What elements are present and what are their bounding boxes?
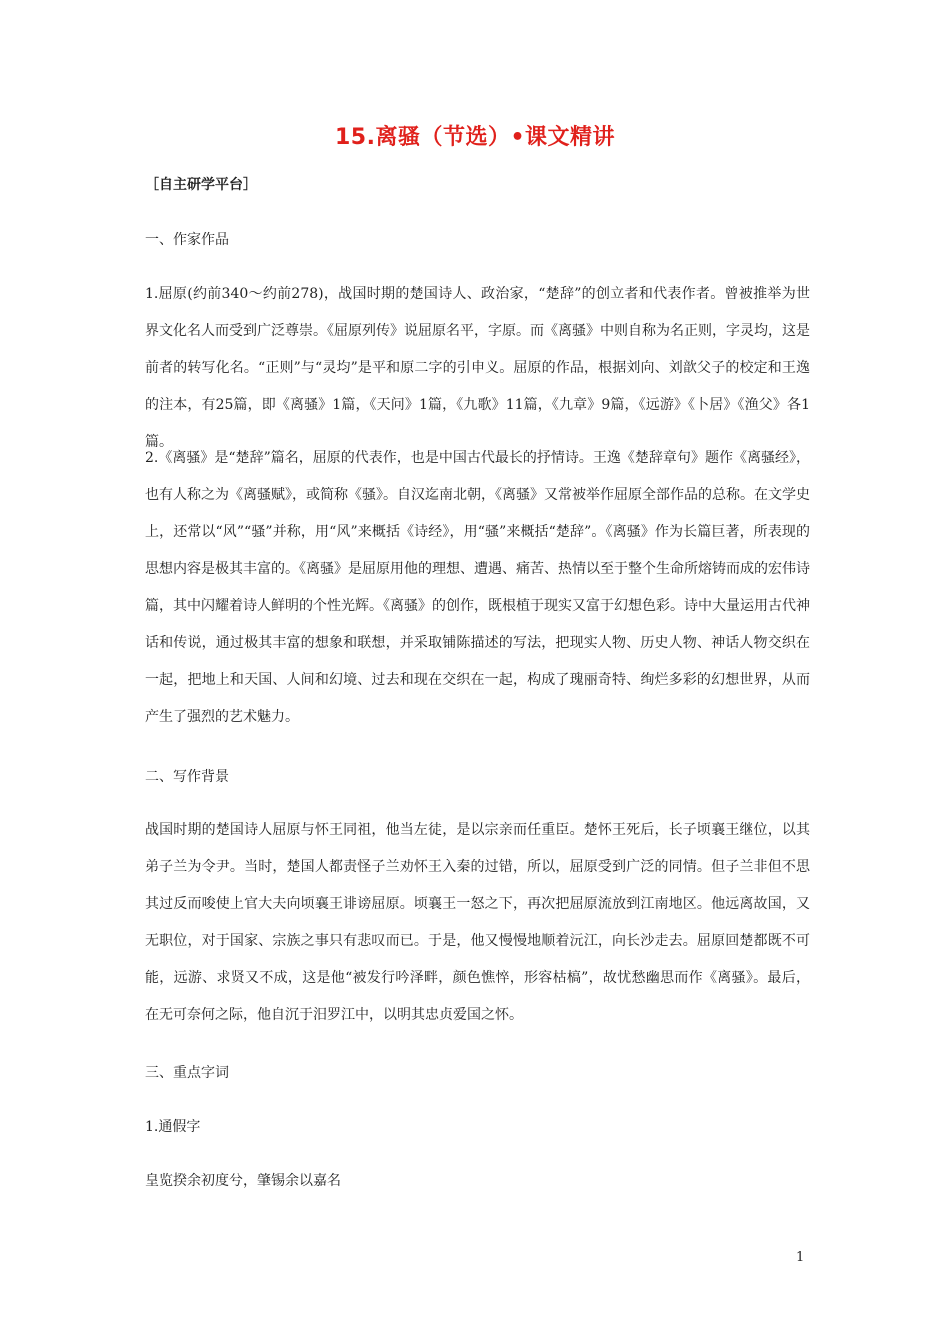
section-heading-background: 二、写作背景 — [145, 769, 229, 785]
section-heading-key-words: 三、重点字词 — [145, 1065, 229, 1081]
paragraph-lisao-intro: 2.《离骚》是“楚辞”篇名，屈原的代表作，也是中国古代最长的抒情诗。王逸《楚辞章句》题作《离骚经》，也有人称之为《离骚赋》，或简称《骚》。自汉迄南北朝，《离骚》又常被举作屈原全部作品的总称。在文学史上，还常以“风”“骚”并称，用“风”来概括《诗经》，用“骚”来概括“楚辞”。《离骚》作为长篇巨著，所表现的思想内容是极其丰富的。《离骚》是屈原用他的理想、遭遇、痛苦、热情以至于整个生命所熔铸而成的宏伟诗篇，其中闪耀着诗人鲜明的个性光辉。《离骚》的创作，既根植于现实又富于幻想色彩。诗中大量运用古代神话和传说，通过极其丰富的想象和联想，并采取铺陈描述的写法，把现实人物、历史人物、神话人物交织在一起，把地上和天国、人间和幻境、过去和现在交织在一起，构成了瑰丽奇特、绚烂多彩的幻想世界，从而产生了强烈的艺术魅力。 — [145, 450, 810, 725]
page-number: 1 — [796, 1250, 805, 1265]
paragraph-author-intro: 1.屈原(约前340～约前278)，战国时期的楚国诗人、政治家，“楚辞”的创立者和代表作者。曾被推举为世界文化名人而受到广泛尊崇。《屈原列传》说屈原名平，字原。而《离骚》中则自称为名正则，字灵均，这是前者的转写化名。“正则”与“灵均”是平和原二字的引申义。屈原的作品，根据刘向、刘歆父子的校定和王逸的注本，有25篇，即《离骚》1篇，《天问》1篇，《九歌》11篇，《九章》9篇，《远游》《卜居》《渔父》各1篇。 — [145, 286, 810, 450]
platform-label: ［自主研学平台］ — [145, 177, 257, 193]
document-title: 15.离骚（节选）•课文精讲 — [334, 125, 616, 150]
paragraph-background: 战国时期的楚国诗人屈原与怀王同祖，他当左徒，是以宗亲而任重臣。楚怀王死后，长子顷襄王继位，以其弟子兰为令尹。当时，楚国人都责怪子兰劝怀王入秦的过错，所以，屈原受到广泛的同情。但子兰非但不思其过反而唆使上官大夫向顷襄王诽谤屈原。顷襄王一怒之下，再次把屈原流放到江南地区。他远离故国，又无职位，对于国家、宗族之事只有悲叹而已。于是，他又慢慢地顺着沅江，向长沙走去。屈原回楚都既不可能，远游、求贤又不成，这是他“被发行吟泽畔，颜色憔悴，形容枯槁”，故忧愁幽思而作《离骚》。最后，在无可奈何之际，他自沉于汨罗江中，以明其忠贞爱国之怀。 — [145, 822, 810, 1023]
section-heading-author-works: 一、作家作品 — [145, 232, 229, 248]
subheading-loan-characters: 1.通假字 — [145, 1119, 201, 1135]
example-line: 皇览揆余初度兮，肇锡余以嘉名 — [145, 1173, 341, 1189]
